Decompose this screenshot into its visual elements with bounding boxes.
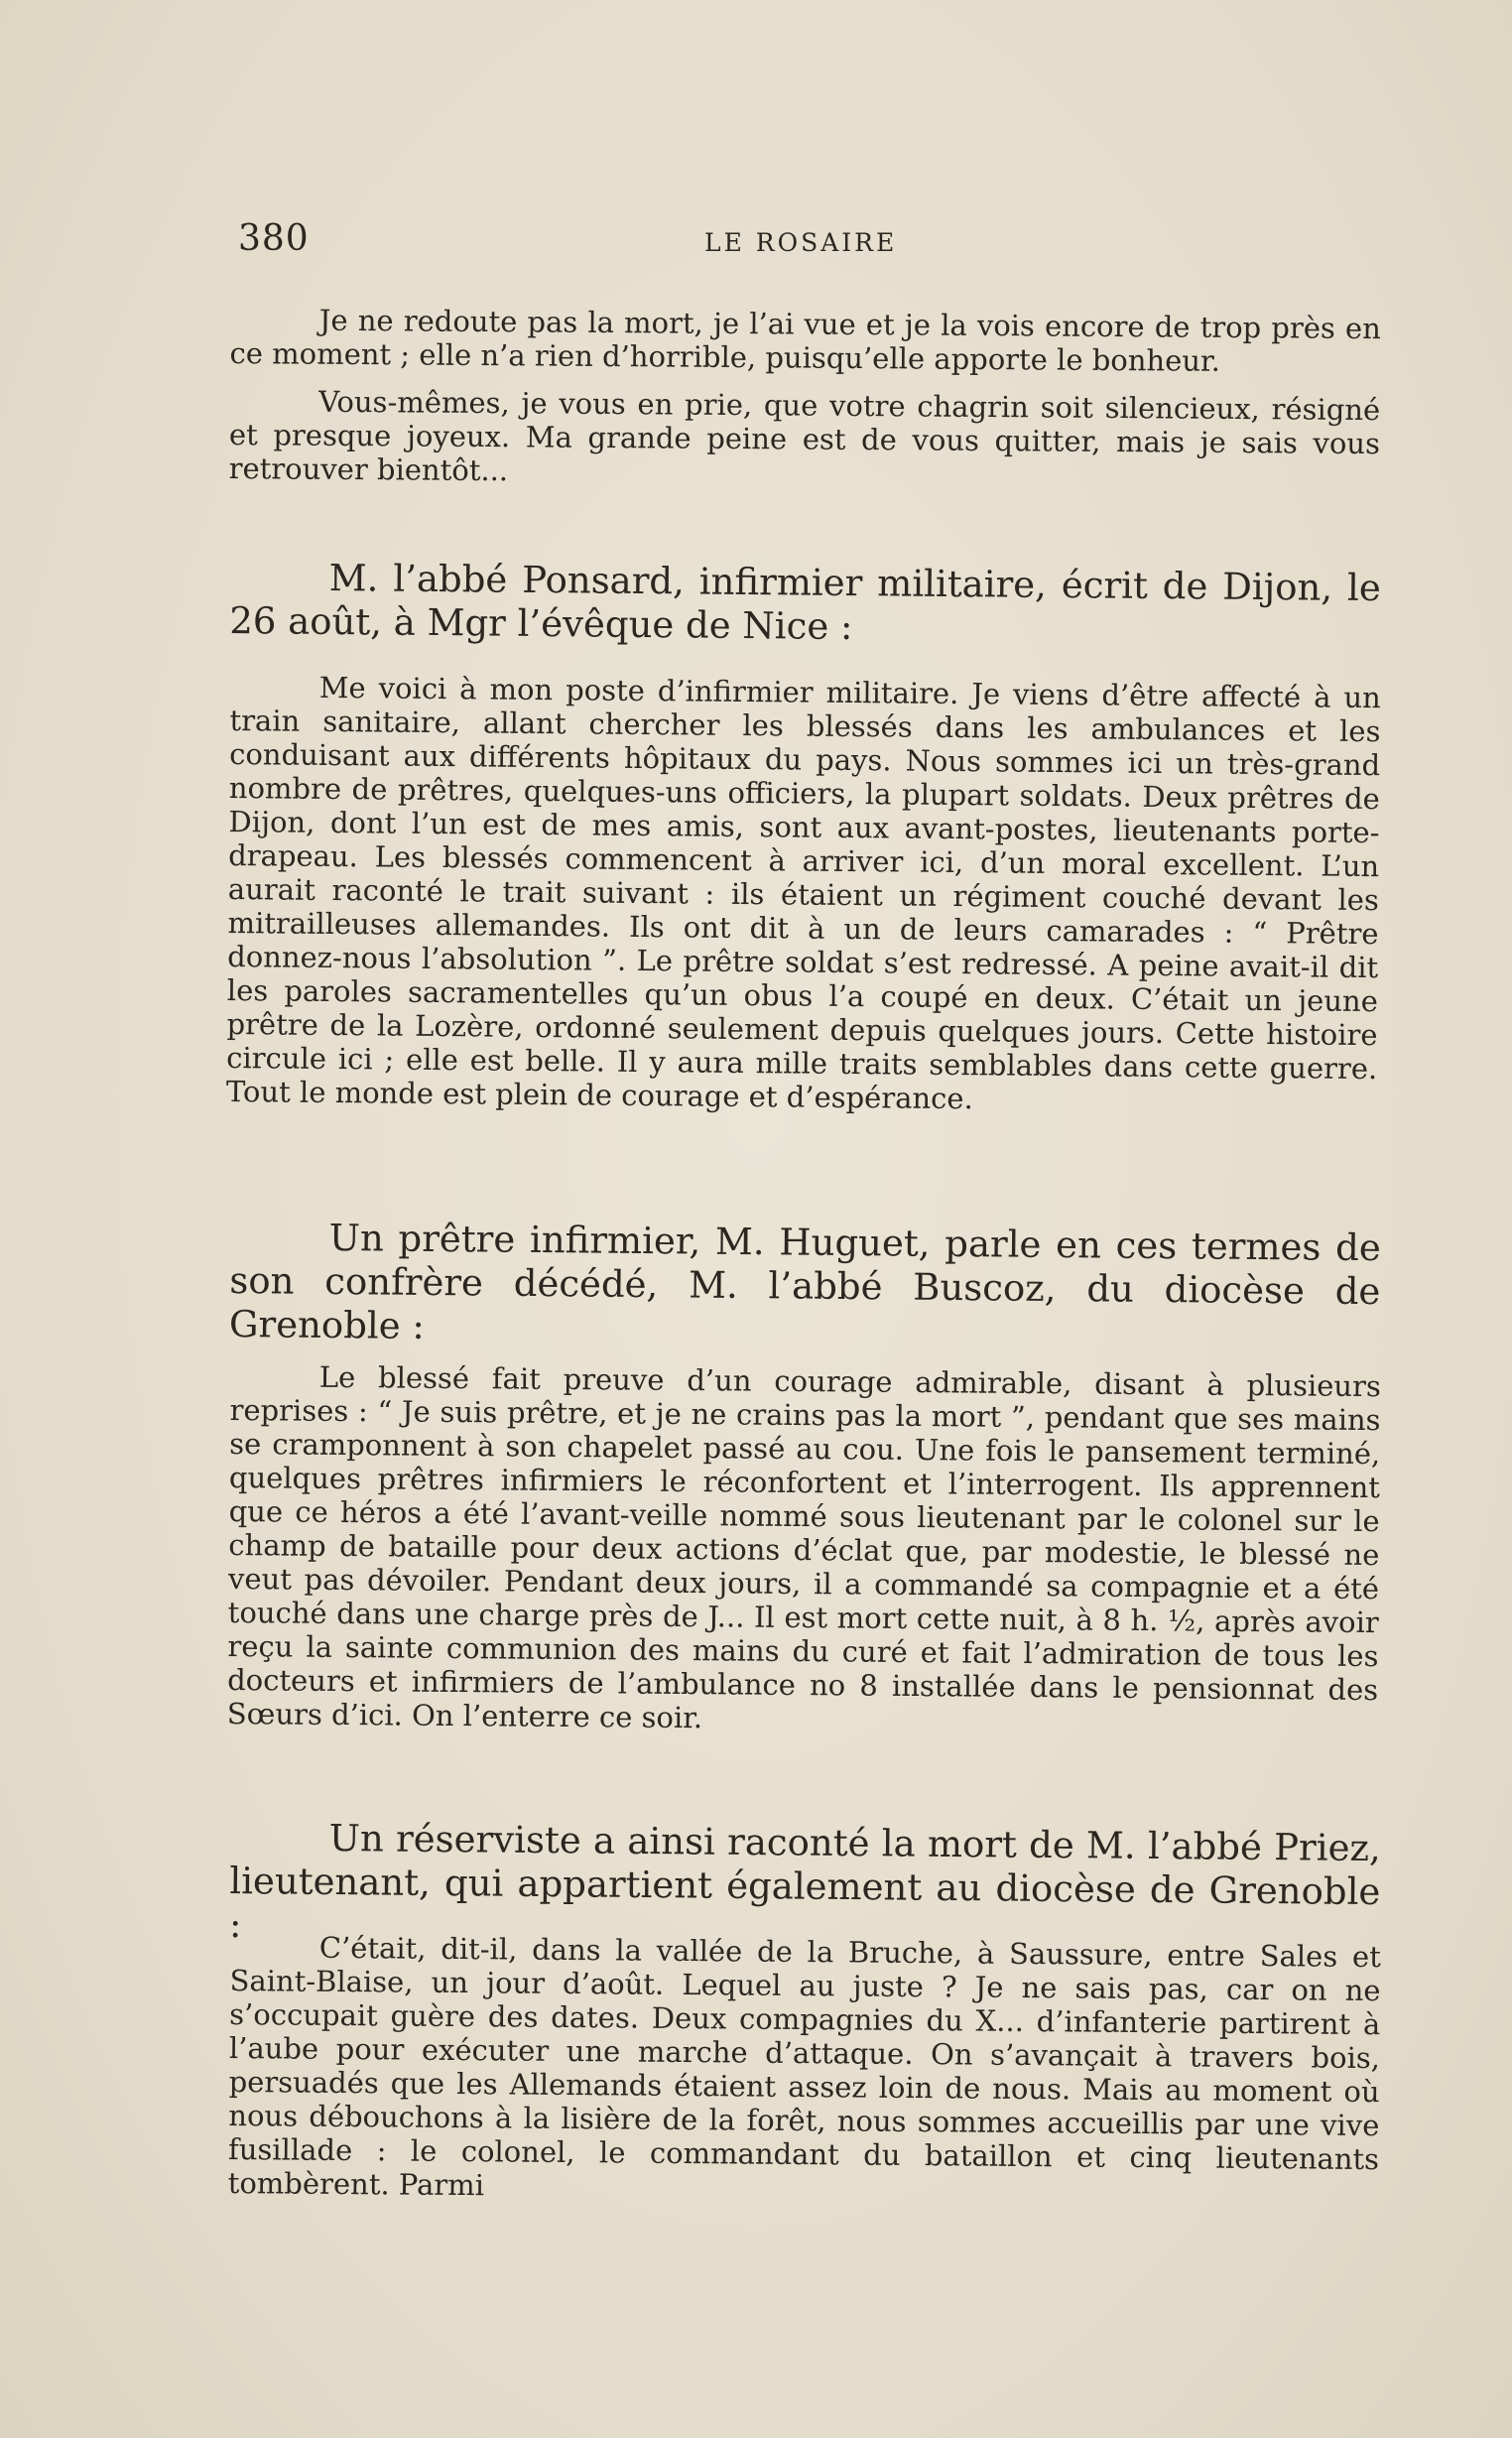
quote-ponsard: Me voici à mon poste d’infirmier militaire. Je viens d’être affecté à un train sanitaire, allant chercher les blessés dans les ambulances et les conduisant aux différents hôpitaux du pays. Nous sommes ici un très-grand nombre de prêtres, quelques-uns officiers, la plupart soldats. Deux prêtres de Dijon, dont l’un est de mes amis, sont aux avant-postes, lieutenants porte-drapeau. Les blessés commencent à arriver ici, d’un moral excellent. L’un aurait raconté le trait suivant : ils étaient un régiment couché devant les mitrailleuses allemandes. Ils ont dit à un de leurs camarades : “ Prêtre donnez-nous l’absolution ”. Le prêtre soldat s’est redressé. A peine avait-il dit les paroles sacramentelles qu’un obus l’a coupé en deux. C’était un jeune prêtre de la Lozère, ordonné seulement depuis quelques jours. Cette histoire circule ici ; elle est belle. Il y aura mille traits semblables dans cette guerre. Tout le monde est plein de courage et d’espérance. — [225, 670, 1381, 1116]
quote-huguet: Le blessé fait preuve d’un courage admirable, disant à plusieurs reprises : “ Je suis prêtre, et je ne crains pas la mort ”, pendant que ses mains se cramponnent à son chapelet passé au cou. Une fois le pansement terminé, quelques prêtres infirmiers le réconfortent et l’interrogent. Ils apprennent que ce héros a été l’avant-veille nommé sous lieutenant par le colonel sur le champ de bataille pour deux actions d’éclat que, par modestie, le blessé ne veut pas dévoiler. Pendant deux jours, il a commandé sa compagnie et a été touché dans une charge près de J... Il est mort cette nuit, à 8 h. ½, après avoir reçu la sainte communion des mains du curé et fait l’admiration de tous les docteurs et infirmiers de l’ambulance no 8 installée dans le pensionnat des Sœurs d’ici. On l’enterre ce soir. — [226, 1359, 1381, 1735]
intro-huguet-section — [229, 1216, 1381, 1357]
intro-priez: Un réserviste a ainsi raconté la mort de M. l’abbé Priez, lieutenant, qui appartient également au diocèse de Grenoble : — [228, 1816, 1381, 1947]
intro-ponsard-section — [229, 556, 1381, 654]
page-header — [238, 218, 1379, 268]
running-title: LE ROSAIRE — [704, 228, 898, 257]
intro-ponsard: M. l’abbé Ponsard, infirmier militaire, écrit de Dijon, le 26 août, à Mgr l’évêque de Nice : — [229, 556, 1381, 649]
quote-priez: C’était, dit-il, dans la vallée de la Bruche, à Saussure, entre Sales et Saint-Blaise, un jour d’août. Lequel au juste ? Je ne sais pas, car on ne s’occupait guère des dates. Deux compagnies du X... d’infanterie partirent à l’aube pour exécuter une marche d’attaque. On s’avançait à travers bois, persuadés que les Allemands étaient assez loin de nous. Mais au moment où nous débouchons à la lisière de la forêt, nous sommes accueillis par une vive fusillade : le colonel, le commandant du bataillon et cinq lieutenants tombèrent. Parmi — [227, 1930, 1381, 2203]
quote-priez-section — [228, 1930, 1381, 2210]
quote-ponsard-section — [226, 670, 1381, 1119]
page-number: 380 — [238, 218, 310, 259]
letter-paragraph-2: Vous-mêmes, je vous en prie, que votre chagrin soit silencieux, résigné et presque joyeux. Ma grande peine est de vous quitter, mais je sais vous retrouver bientôt... — [228, 384, 1381, 488]
intro-huguet: Un prêtre infirmier, M. Huguet, parle en ces termes de son confrère décédé, M. l’abbé Buscoz, du diocèse de Grenoble : — [228, 1216, 1381, 1347]
quote-huguet-section — [227, 1359, 1381, 1740]
letter-end-section — [229, 303, 1381, 494]
letter-paragraph-1: Je ne redoute pas la mort, je l’ai vue et je la vois encore de trop près en ce moment ; elle n’a rien d’horrible, puisqu’elle apporte le bonheur. — [229, 303, 1381, 378]
